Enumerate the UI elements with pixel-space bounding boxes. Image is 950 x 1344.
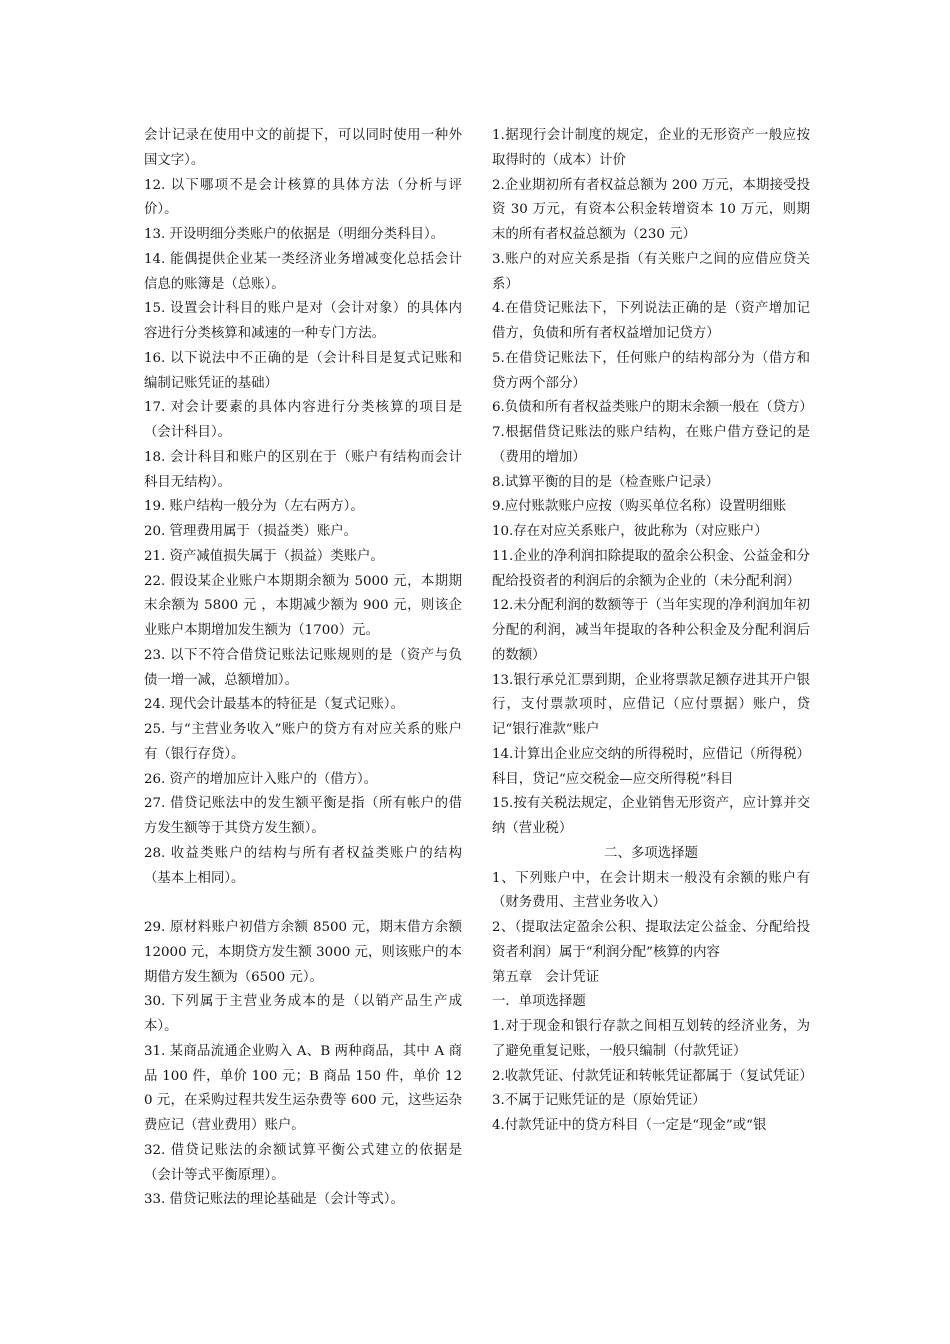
paragraph: 5.在借贷记账法下，任何账户的结构部分为（借方和贷方两个部分） <box>492 350 810 391</box>
blank-line <box>144 891 462 916</box>
chapter-heading: 第五章 会计凭证 <box>492 969 600 985</box>
paragraph: 31. 某商品流通企业购入 A、B 两种商品，其中 A 商品 100 件，单价 100 元；B 商品 150 件，单价 120 元，在采购过程共发生运杂费等 600 元，这些运杂费应记（营业费用）账户。 <box>144 1043 462 1133</box>
paragraph: 13.银行承兑汇票到期，企业将票款足额存进其开户银行，支付票款项时，应借记（应付票据）账户，贷记“银行准款”账户 <box>492 672 810 737</box>
paragraph: 22. 假设某企业账户本期期余额为 5000 元，本期期末余额为 5800 元 ，本期减少额为 900 元，则该企业账户本期增加发生额为（1700）元。 <box>144 573 462 638</box>
paragraph: 12.未分配利润的数额等于（当年实现的净利润加年初分配的利润，减当年提取的各种公积金及分配利润后的数额） <box>492 598 810 663</box>
paragraph: 4.付款凭证中的贷方科目（一定是“现金”或“银 <box>492 1118 767 1133</box>
paragraph: 9.应付账款账户应按（购买单位名称）设置明细账 <box>492 499 786 515</box>
paragraph: 17. 对会计要素的具体内容进行分类核算的项目是（会计科目）。 <box>144 400 462 440</box>
paragraph: 33. 借贷记账法的理论基础是（会计等式）。 <box>144 1192 404 1208</box>
paragraph: 23. 以下不符合借贷记账法记账规则的是（资产与负债一增一减，总额增加）。 <box>144 647 462 688</box>
paragraph: 10.存在对应关系账户，彼此称为（对应账户） <box>492 524 768 539</box>
paragraph: 6.负债和所有者权益类账户的期末余额一般在（贷方） <box>492 400 813 416</box>
section-heading: 一．单项选择题 <box>492 994 586 1010</box>
paragraph: 2.企业期初所有者权益总额为 200 万元，本期接受投资 30 万元，有资本公积金转增资本 10 万元，则期末的所有者权益总额为（230 元） <box>492 177 810 242</box>
paragraph: 2、（提取法定盈余公积、提取法定公益金、分配给投资者利润）属于“利润分配”核算的内容 <box>492 920 810 960</box>
paragraph: 3.账户的对应关系是指（有关账户之间的应借应贷关系） <box>492 251 810 292</box>
paragraph: 32. 借贷记账法的余额试算平衡公式建立的依据是（会计等式平衡原理）。 <box>144 1142 462 1183</box>
left-column <box>144 124 462 1213</box>
paragraph: 2.收款凭证、付款凭证和转帐凭证都属于（复试凭证） <box>492 1068 813 1084</box>
paragraph: 1、下列账户中，在会计期末一般没有余额的账户有（财务费用、主营业务收入） <box>492 870 810 911</box>
paragraph: 25. 与“主营业务收入”账户的贷方有对应关系的账户有（银行存贷）。 <box>144 722 462 762</box>
paragraph: 26. 资产的增加应计入账户的（借方）。 <box>144 771 378 787</box>
paragraph: 18. 会计科目和账户的区别在于（账户有结构而会计科目无结构）。 <box>144 449 462 490</box>
paragraph: 13. 开设明细分类账户的依据是（明细分类科目）。 <box>144 227 445 242</box>
paragraph: 28. 收益类账户的结构与所有者权益类账户的结构（基本上相同）。 <box>144 845 462 886</box>
paragraph: 14. 能偶提供企业某一类经济业务增减变化总括会计信息的账簿是（总账）。 <box>144 251 462 292</box>
paragraph: 4.在借贷记账法下，下列说法正确的是（资产增加记借方，负债和所有者权益增加记贷方） <box>492 301 810 341</box>
paragraph: 7.根据借贷记账法的账户结构，在账户借方登记的是（费用的增加） <box>492 425 810 465</box>
paragraph: 12. 以下哪项不是会计核算的具体方法（分析与评价）。 <box>144 177 462 218</box>
paragraph: 29. 原材料账户初借方余额 8500 元，期末借方余额 12000 元，本期贷方发生额 3000 元，则该账户的本期借方发生额为（6500 元）。 <box>144 920 462 985</box>
paragraph: 15. 设置会计科目的账户是对（会计对象）的具体内容进行分类核算和减速的一种专门方法。 <box>144 301 462 341</box>
paragraph: 15.按有关税法规定，企业销售无形资产，应计算并交纳（营业税） <box>492 796 810 836</box>
paragraph: 14.计算出企业应交纳的所得税时，应借记（所得税）科目，贷记“应交税金—应交所得税”科目 <box>492 746 810 787</box>
paragraph: 27. 借贷记账法中的发生额平衡是指（所有帐户的借方发生额等于其贷方发生额）。 <box>144 796 462 836</box>
paragraph: 1.据现行会计制度的规定，企业的无形资产一般应按取得时的（成本）计价 <box>492 128 810 168</box>
paragraph: 20. 管理费用属于（损益类）账户。 <box>144 524 358 539</box>
paragraph: 11.企业的净利润扣除提取的盈余公积金、公益金和分配给投资者的利润后的余额为企业的（未分配利润） <box>492 548 810 589</box>
paragraph: 1.对于现金和银行存款之间相互划转的经济业务，为了避免重复记账，一般只编制（付款凭证） <box>492 1019 810 1059</box>
paragraph: 24. 现代会计最基本的特征是（复式记账）。 <box>144 697 404 713</box>
paragraph: 16. 以下说法中不正确的是（会计科目是复式记账和编制记账凭证的基础） <box>144 350 462 391</box>
paragraph: 30. 下列属于主营业务成本的是（以销产品生产成本）。 <box>144 994 462 1034</box>
right-column <box>492 124 813 1139</box>
section-heading: 二、多项选择题 <box>604 845 698 861</box>
paragraph: 21. 资产减值损失属于（损益）类账户。 <box>144 548 384 564</box>
paragraph: 会计记录在使用中文的前提下，可以同时使用一种外国文字）。 <box>144 128 462 168</box>
paragraph: 8.试算平衡的目的是（检查账户记录） <box>492 474 720 490</box>
paragraph: 19. 账户结构一般分为（左右两方）。 <box>144 499 364 515</box>
paragraph: 3.不属于记账凭证的是（原始凭证） <box>492 1093 706 1109</box>
